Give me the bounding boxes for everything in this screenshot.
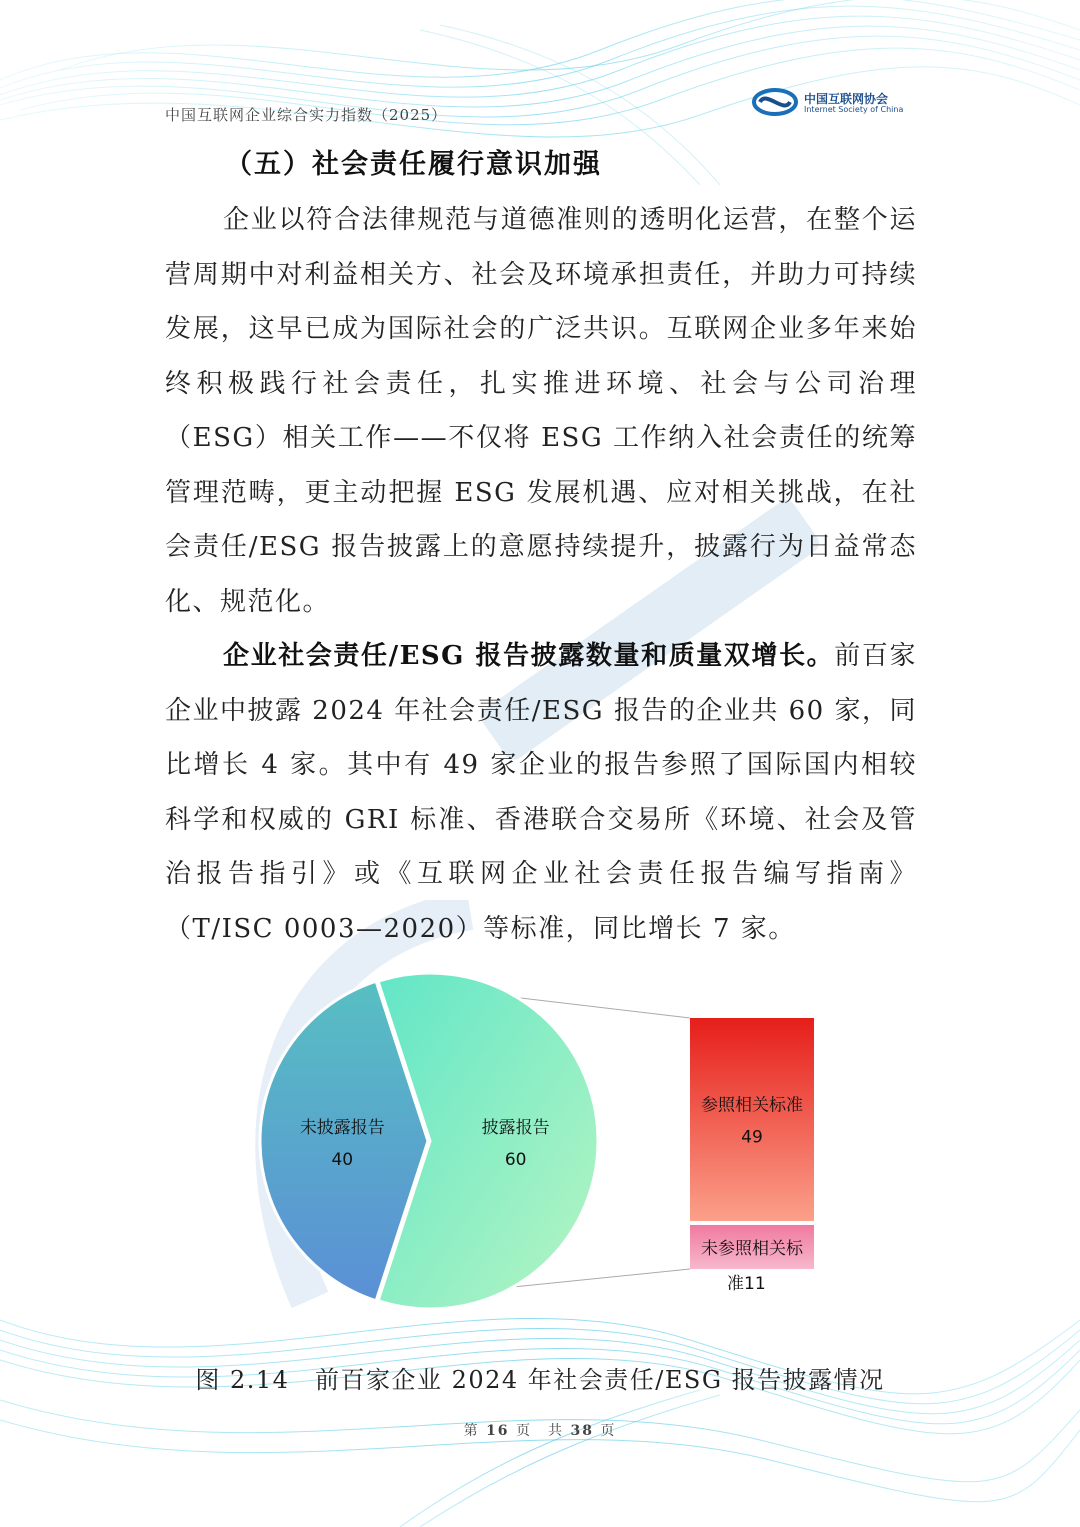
paragraph-body: 前百家企业中披露 2024 年社会责任/ESG 报告的企业共 60 家，同比增长 4 家。其中有 49 家企业的报告参照了国际国内相较科学和权威的 GRI 标准、香港联合交易所《环境、社会及管治报告指引》或《互联网企业社会责任报告编写指南》（T/ISC 0003—2020）等标准，同比增长 7 家。 bbox=[165, 641, 917, 944]
isc-logo bbox=[752, 86, 902, 120]
bar-label-with-standard: 参照相关标准 bbox=[701, 1095, 803, 1116]
logo-chinese-text: 中国互联网协会 bbox=[804, 92, 889, 106]
disclosure-chart-svg bbox=[230, 970, 850, 1320]
page-number bbox=[0, 1420, 1080, 1440]
figure-caption: 图 2.14 前百家企业 2024 年社会责任/ESG 报告披露情况 bbox=[195, 1366, 885, 1394]
pie-value-not-disclosed: 40 bbox=[331, 1150, 354, 1170]
page-middle: 页 共 bbox=[516, 1423, 564, 1439]
isc-logo-icon bbox=[752, 86, 798, 118]
logo-english-text: Internet Society of China bbox=[804, 105, 904, 114]
page-prefix: 第 bbox=[463, 1423, 480, 1439]
bar-value-with-standard: 49 bbox=[741, 1127, 763, 1148]
pie-value-disclosed: 60 bbox=[504, 1150, 527, 1170]
report-title: 中国互联网企业综合实力指数（2025） bbox=[165, 106, 448, 124]
paragraph-lead-sentence: 企业社会责任/ESG 报告披露数量和质量双增长。 bbox=[223, 641, 835, 671]
pie-label-disclosed: 披露报告 bbox=[481, 1118, 550, 1138]
bar-label-without-standard-line2: 准11 bbox=[727, 1274, 766, 1294]
page-current: 16 bbox=[486, 1423, 510, 1439]
pie-label-not-disclosed: 未披露报告 bbox=[299, 1118, 385, 1138]
bar-label-without-standard-line1: 未参照相关标 bbox=[701, 1238, 803, 1259]
bar-segment-with-standard bbox=[690, 1018, 814, 1221]
page-suffix: 页 bbox=[600, 1423, 617, 1439]
paragraph-intro: 企业以符合法律规范与道德准则的透明化运营，在整个运营周期中对利益相关方、社会及环境承担责任，并助力可持续发展，这早已成为国际社会的广泛共识。互联网企业多年来始终积极践行社会责任，扎实推进环境、社会与公司治理（ESG）相关工作——不仅将 ESG 工作纳入社会责任的统筹管理范畴，更主动把握 ESG 发展机遇、应对相关挑战，在社会责任/ESG 报告披露上的意愿持续提升，披露行为日益常态化、规范化。 bbox=[165, 205, 917, 617]
section-heading: （五）社会责任履行意识加强 bbox=[225, 149, 602, 180]
paragraph-disclosure bbox=[165, 629, 917, 956]
page-total: 38 bbox=[570, 1423, 594, 1439]
disclosure-chart bbox=[230, 970, 850, 1320]
